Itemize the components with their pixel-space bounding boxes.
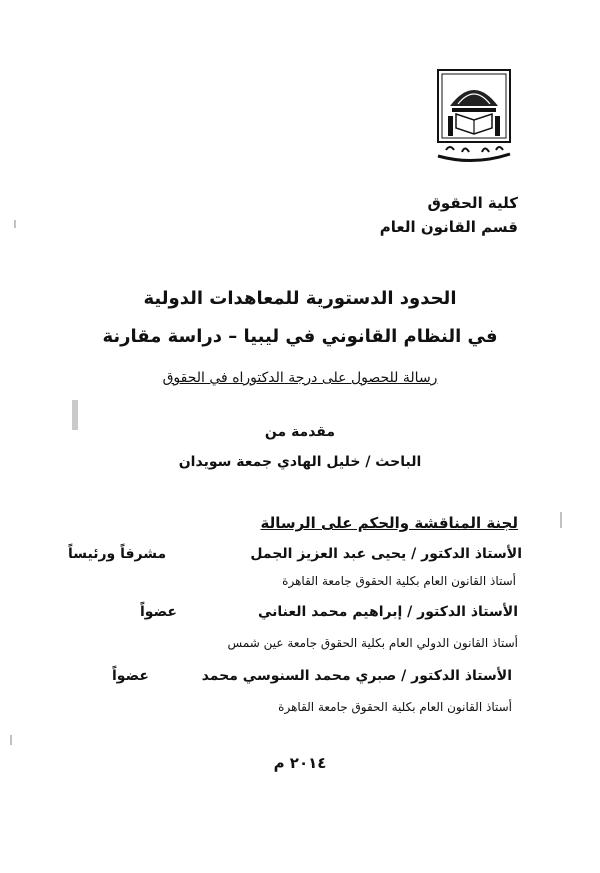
thesis-title-line-2: في النظام القانوني في ليبيا – دراسة مقارنة	[102, 326, 498, 347]
thesis-purpose: رسالة للحصول على درجة الدكتوراه في الحقوق	[162, 370, 438, 386]
scan-artifact	[14, 220, 16, 228]
cairo-university-logo	[428, 66, 524, 166]
committee-member-3-role: عضواً	[112, 668, 149, 684]
committee-member-1-name: الأستاذ الدكتور / يحيى عبد العزيز الجمل	[250, 546, 522, 562]
thesis-year: ٢٠١٤ م	[273, 754, 327, 772]
committee-member-2-affiliation: أستاذ القانون الدولي العام بكلية الحقوق جامعة عين شمس	[227, 636, 518, 650]
department-name: قسم القانون العام	[379, 218, 518, 236]
scan-artifact	[560, 512, 562, 528]
scan-artifact	[10, 735, 12, 745]
committee-member-3-name: الأستاذ الدكتور / صبري محمد السنوسي محمد	[201, 668, 512, 684]
faculty-name: كلية الحقوق	[427, 194, 518, 212]
committee-member-2-role: عضواً	[140, 604, 177, 620]
presented-by-label: مقدمة من	[264, 424, 336, 440]
thesis-title-line-1: الحدود الدستورية للمعاهدات الدولية	[143, 288, 457, 309]
committee-member-1-affiliation: أستاذ القانون العام بكلية الحقوق جامعة القاهرة	[282, 574, 516, 588]
scan-artifact	[72, 400, 78, 430]
committee-member-2-name: الأستاذ الدكتور / إبراهيم محمد العناني	[257, 604, 518, 620]
researcher-name: الباحث / خليل الهادي جمعة سويدان	[178, 454, 422, 470]
committee-member-1-role: مشرفاً ورئيساً	[68, 546, 167, 562]
committee-heading: لجنة المناقشة والحكم على الرسالة	[260, 514, 518, 532]
committee-member-3-affiliation: أستاذ القانون العام بكلية الحقوق جامعة القاهرة	[278, 700, 512, 714]
